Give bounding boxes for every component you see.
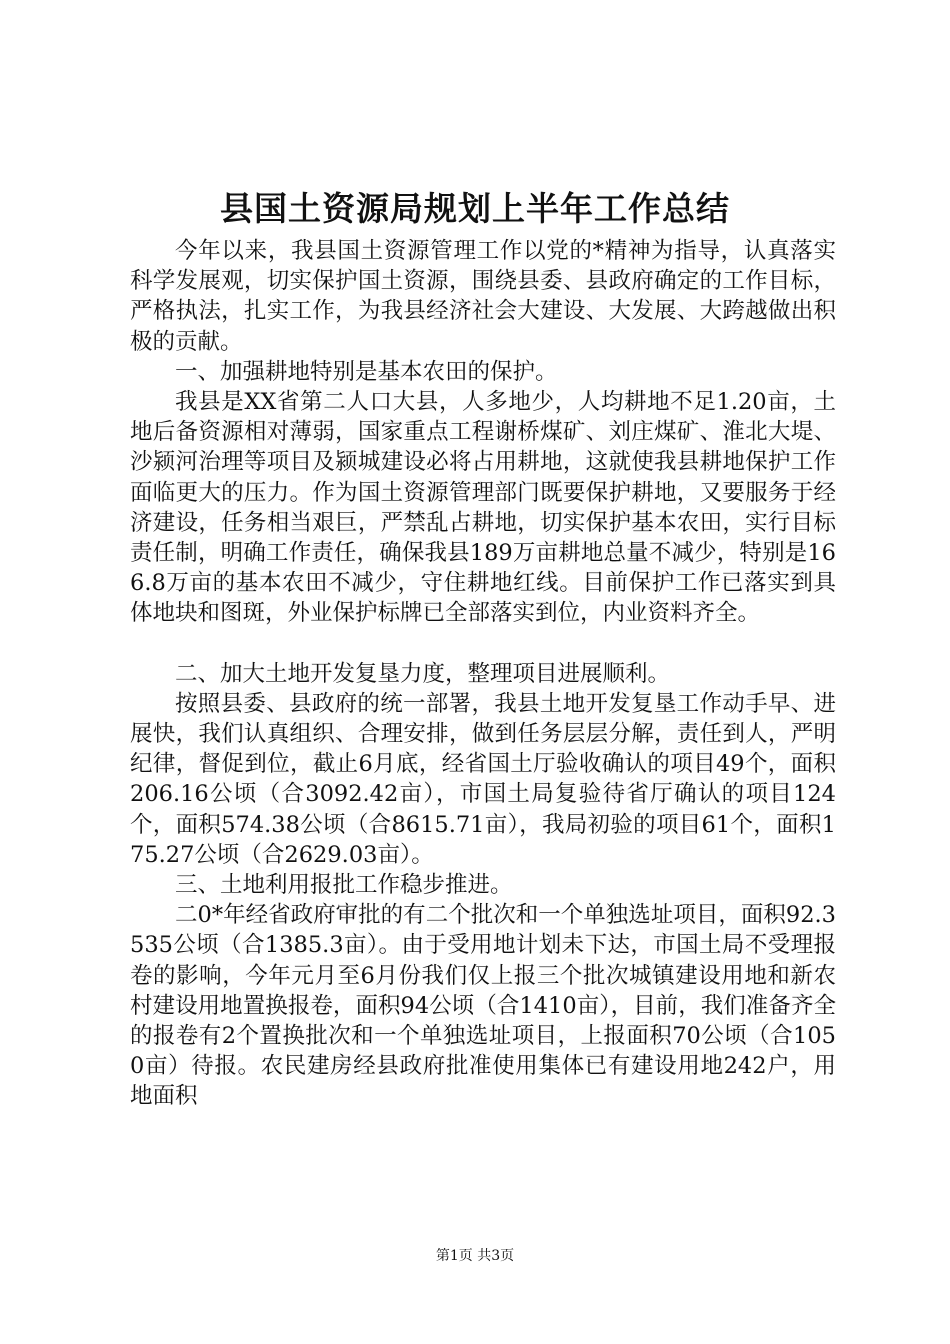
paragraph-land-approval: 二0*年经省政府审批的有二个批次和一个单独选址项目，面积92.3535公顷（合1385.3亩）。由于受用地计划未下达，市国土局不受理报卷的影响，今年元月至6月份我们仅上报三个批次城镇建设用地和新农村建设用地置换报卷，面积94公顷（合1410亩），目前，我们准备齐全的报卷有2个置换批次和一个单独选址项目，上报面积70公顷（合1050亩）待报。农民建房经县政府批准使用集体已有建设用地242户，用地面积 — [130, 902, 836, 1110]
paragraph-land-reclamation: 按照县委、县政府的统一部署，我县土地开发复垦工作动手早、进展快，我们认真组织、合理安排，做到任务层层分解，责任到人，严明纪律，督促到位，截止6月底，经省国土厅验收确认的项目49个，面积206.16公顷（合3092.42亩），市国土局复验待省厅确认的项目124个，面积574.38公顷（合8615.71亩），我局初验的项目61个，面积175.27公顷（合2629.03亩）。 — [130, 690, 836, 868]
document-title: 县国土资源局规划上半年工作总结 — [220, 189, 730, 228]
page-footer: 第1页 共3页 — [435, 1248, 515, 1264]
paragraph-intro: 今年以来，我县国土资源管理工作以党的*精神为指导，认真落实科学发展观，切实保护国土资源，围绕县委、县政府确定的工作目标，严格执法，扎实工作，为我县经济社会大建设、大发展、大跨越做出积极的贡献。 — [130, 238, 836, 355]
paragraph-farmland-protection: 我县是XX省第二人口大县，人多地少，人均耕地不足1.20亩，土地后备资源相对薄弱，国家重点工程谢桥煤矿、刘庄煤矿、淮北大堤、沙颍河治理等项目及颍城建设必将占用耕地，这就使我县耕地保护工作面临更大的压力。作为国土资源管理部门既要保护耕地，又要服务于经济建设，任务相当艰巨，严禁乱占耕地，切实保护基本农田，实行目标责任制，明确工作责任，确保我县189万亩耕地总量不减少，特别是166.8万亩的基本农田不减少，守住耕地红线。目前保护工作已落实到具体地块和图斑，外业保护标牌已全部落实到位，内业资料齐全。 — [130, 389, 836, 627]
document-body — [130, 236, 836, 1112]
section-heading-2: 二、加大土地开发复垦力度，整理项目进展顺利。 — [175, 660, 671, 687]
section-heading-3: 三、土地利用报批工作稳步推进。 — [175, 872, 513, 899]
section-heading-1: 一、加强耕地特别是基本农田的保护。 — [175, 358, 558, 385]
